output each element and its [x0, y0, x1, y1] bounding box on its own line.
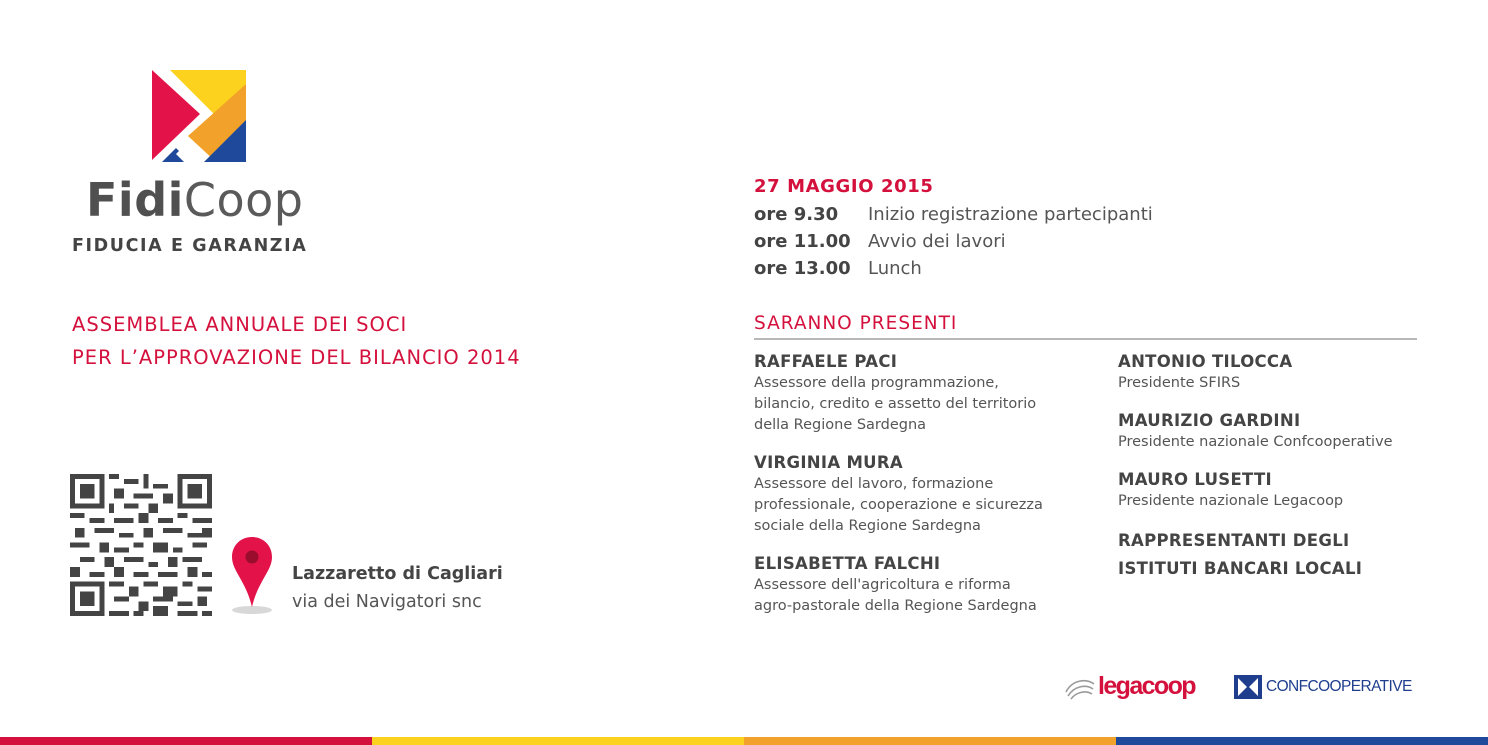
attendee: MAURO LUSETTI Presidente nazionale Legacoop	[1118, 470, 1344, 509]
legacoop-logo: legacoop	[1098, 672, 1195, 700]
map-pin-icon	[232, 537, 272, 615]
confcooperative-logo-icon	[1234, 675, 1262, 699]
footer-bar-red	[0, 737, 372, 745]
schedule-row: ore 11.00 Avvio dei lavori	[754, 231, 1006, 252]
footer-bar-yellow	[372, 737, 744, 745]
attendee: MAURIZIO GARDINI Presidente nazionale Confcooperative	[1118, 411, 1393, 450]
attendees-heading: SARANNO PRESENTI	[754, 313, 958, 334]
event-date: 27 MAGGIO 2015	[754, 176, 934, 197]
divider	[754, 338, 1417, 340]
footer-bar-blue	[1116, 737, 1488, 745]
event-title-line1: ASSEMBLEA ANNUALE DEI SOCI	[72, 313, 408, 336]
qr-code-icon	[70, 474, 212, 616]
confcooperative-logo: CONFCOOPERATIVE	[1266, 678, 1412, 695]
brand-name: FidiCoop	[86, 173, 304, 227]
attendee: VIRGINIA MURA Assessore del lavoro, formazione professionale, cooperazione e sicurezza sociale della Regione Sardegna	[754, 453, 1043, 534]
attendee: ANTONIO TILOCCA Presidente SFIRS	[1118, 352, 1293, 391]
legacoop-logo-icon	[1064, 674, 1096, 702]
attendee: ELISABETTA FALCHI Assessore dell'agricoltura e riforma agro-pastorale della Regione Sardegna	[754, 554, 1037, 614]
attendee: RAPPRESENTANTI DEGLI ISTITUTI BANCARI LOCALI	[1118, 531, 1363, 578]
venue-name: Lazzaretto di Cagliari	[292, 564, 503, 584]
event-title-line2: PER L’APPROVAZIONE DEL BILANCIO 2014	[72, 346, 521, 369]
footer-bar-orange	[744, 737, 1116, 745]
schedule-row: ore 9.30 Inizio registrazione partecipanti	[754, 204, 1153, 225]
schedule-row: ore 13.00 Lunch	[754, 258, 922, 279]
venue-address: via dei Navigatori snc	[292, 592, 482, 612]
fidicoop-logo-icon	[152, 70, 246, 162]
attendee: RAFFAELE PACI Assessore della programmazione, bilancio, credito e assetto del territorio della Regione Sardegna	[754, 352, 1037, 433]
brand-tagline: FIDUCIA E GARANZIA	[72, 236, 308, 256]
